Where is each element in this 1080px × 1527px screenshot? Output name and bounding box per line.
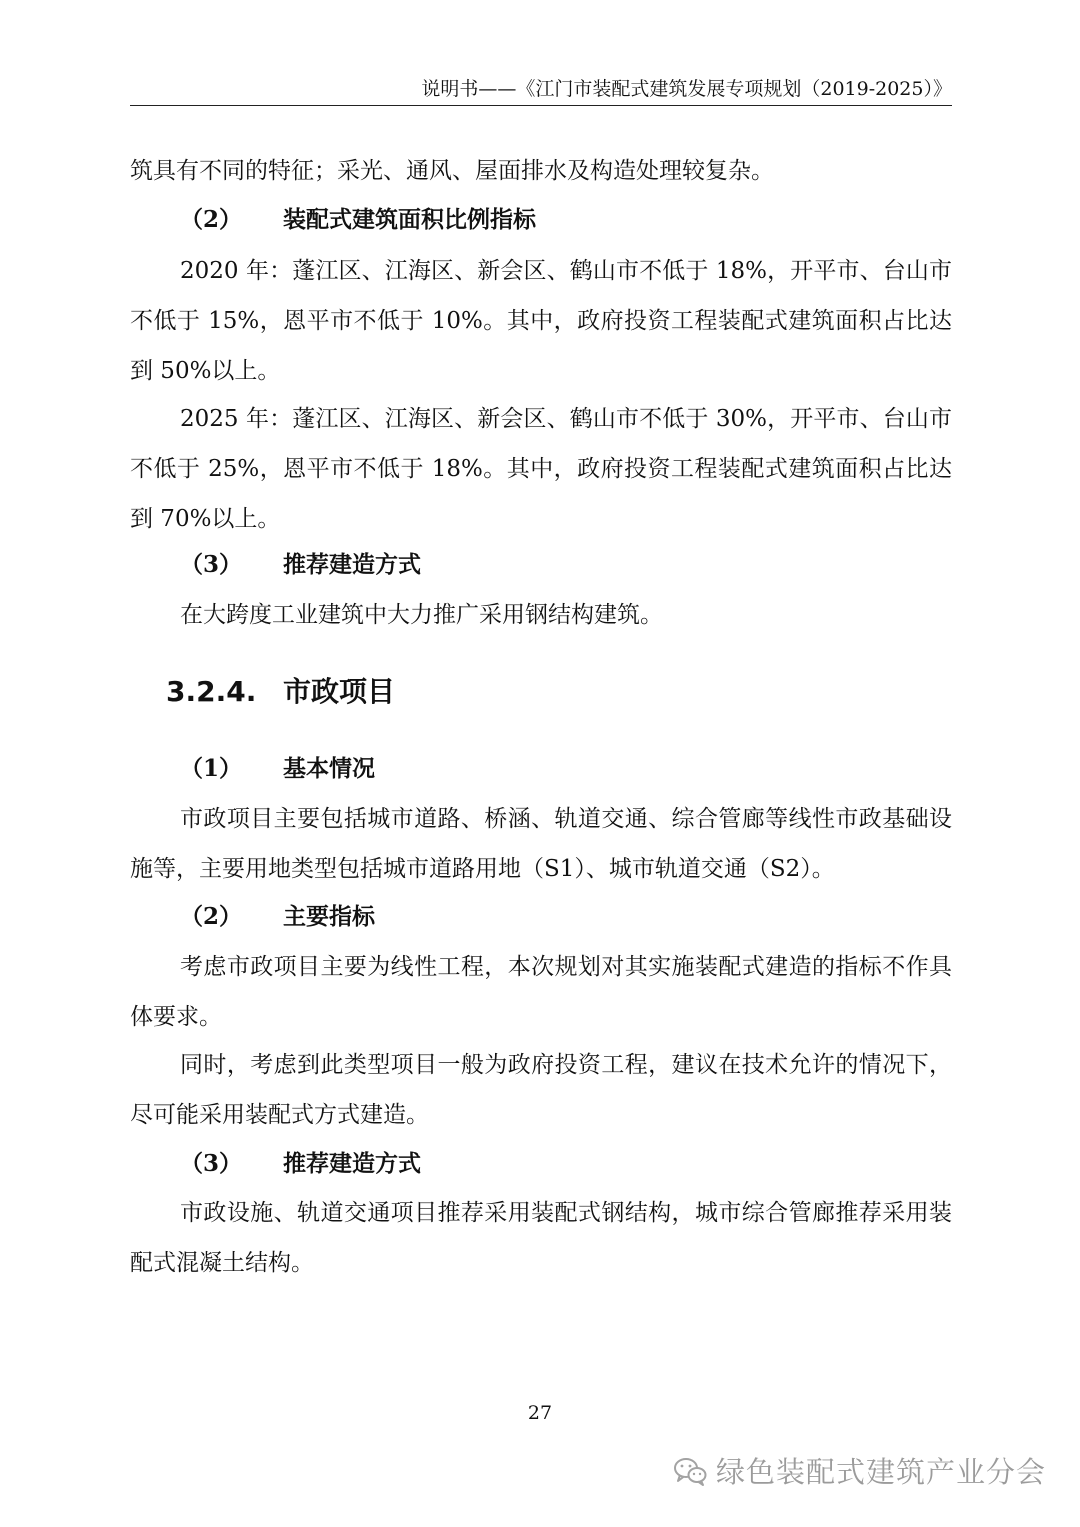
subheading-recommended-method <box>180 549 421 581</box>
paragraph-recommended-method: 市政设施、轨道交通项目推荐采用装配式钢结构，城市综合管廊推荐采用装配式混凝土结构。 <box>130 1200 952 1276</box>
paragraph-steel-structure: 在大跨度工业建筑中大力推广采用钢结构建筑。 <box>180 602 663 628</box>
paragraph-index-1: 考虑市政项目主要为线性工程，本次规划对其实施装配式建造的指标不作具体要求。 <box>130 954 952 1030</box>
subheading-title: 装配式建筑面积比例指标 <box>283 206 536 233</box>
paragraph-continued: 筑具有不同的特征；采光、通风、屋面排水及构造处理较复杂。 <box>130 158 774 184</box>
subheading-number: （1） <box>180 755 243 782</box>
paragraph-2020-targets: 2020 年：蓬江区、江海区、新会区、鹤山市不低于 18%，开平市、台山市不低于 15%，恩平市不低于 10%。其中，政府投资工程装配式建筑面积占比达到 50%以上。 <box>130 258 952 384</box>
subheading-title: 推荐建造方式 <box>283 551 421 578</box>
document-header <box>130 76 952 106</box>
header-title: 说明书——《江门市装配式建筑发展专项规划（2019-2025）》 <box>421 78 952 100</box>
subheading-number: （3） <box>180 551 243 578</box>
section-number: 3.2.4. <box>166 675 257 708</box>
subheading-title: 主要指标 <box>283 903 375 930</box>
subheading-number: （2） <box>180 903 243 930</box>
subheading-title: 基本情况 <box>283 755 375 782</box>
subheading-number: （2） <box>180 206 243 233</box>
subheading-title: 推荐建造方式 <box>283 1150 421 1177</box>
section-heading-municipal <box>166 672 395 712</box>
watermark-text: 绿色装配式建筑产业分会 <box>715 1455 1046 1489</box>
section-title: 市政项目 <box>283 675 396 708</box>
subheading-recommended-method-2 <box>180 1148 421 1180</box>
wechat-icon <box>672 1455 708 1487</box>
paragraph-index-2: 同时，考虑到此类型项目一般为政府投资工程，建议在技术允许的情况下，尽可能采用装配式方式建造。 <box>130 1052 952 1128</box>
watermark <box>672 1450 1046 1491</box>
subheading-main-index <box>180 901 375 933</box>
paragraph-2025-targets: 2025 年：蓬江区、江海区、新会区、鹤山市不低于 30%，开平市、台山市不低于 25%，恩平市不低于 18%。其中，政府投资工程装配式建筑面积占比达到 70%以上。 <box>130 406 952 532</box>
subheading-number: （3） <box>180 1150 243 1177</box>
paragraph-basic-info: 市政项目主要包括城市道路、桥涵、轨道交通、综合管廊等线性市政基础设施等，主要用地类型包括城市道路用地（S1）、城市轨道交通（S2）。 <box>130 806 952 882</box>
page-number: 27 <box>527 1402 553 1424</box>
subheading-area-ratio <box>180 204 536 236</box>
subheading-basic-info <box>180 753 375 785</box>
